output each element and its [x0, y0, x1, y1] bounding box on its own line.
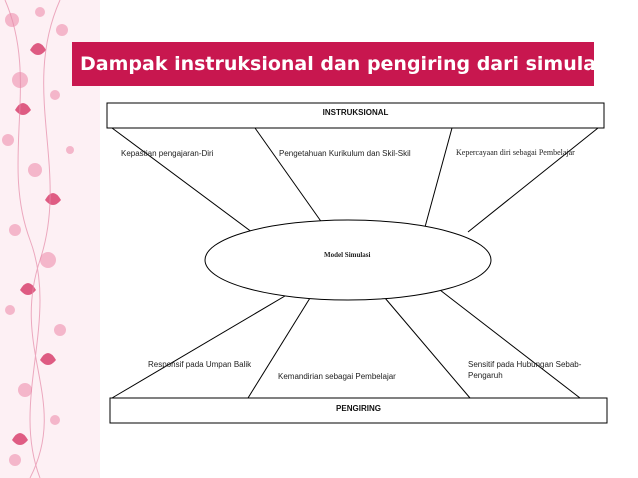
center-ellipse — [205, 220, 491, 300]
connector-line — [385, 298, 470, 398]
connector-line — [248, 298, 310, 398]
bottom-label-3b: Pengaruh — [468, 371, 503, 380]
top-label-1: Kepastian pengajaran-Diri — [121, 149, 214, 158]
center-label: Model Simulasi — [324, 251, 371, 259]
bottom-label-3a: Sensitif pada Hubungan Sebab- — [468, 360, 582, 369]
connector-line — [112, 293, 290, 398]
slide-title: Dampak instruksional dan pengiring dari simulasi — [72, 42, 594, 86]
connector-line — [112, 128, 272, 247]
connector-line — [425, 128, 452, 227]
connector-line — [255, 128, 325, 227]
bottom-box-label: PENGIRING — [336, 404, 381, 413]
top-box-label: INSTRUKSIONAL — [322, 108, 389, 117]
bottom-label-1: Responsif pada Umpan Balik — [148, 360, 252, 369]
top-label-2: Pengetahuan Kurikulum dan Skil-Skil — [279, 149, 411, 158]
top-label-3: Kepercayaan diri sebagai Pembelajar — [456, 148, 575, 157]
connector-line — [440, 290, 580, 398]
connector-line — [468, 128, 598, 232]
bottom-label-2: Kemandirian sebagai Pembelajar — [278, 372, 396, 381]
